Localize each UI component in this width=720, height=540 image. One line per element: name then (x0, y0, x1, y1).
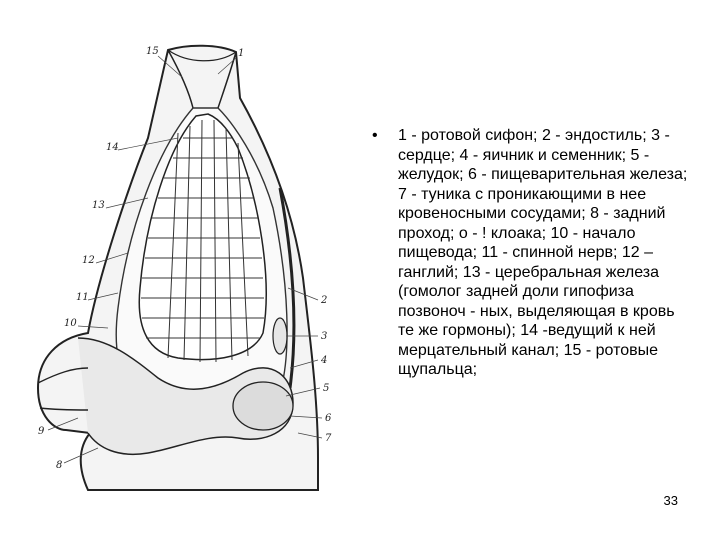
figure-label-1: 1 (238, 48, 245, 59)
page-number: 33 (663, 493, 678, 508)
anatomy-drawing (18, 38, 348, 498)
figure-label-14: 14 (106, 142, 119, 153)
figure-label-15: 15 (146, 46, 159, 57)
caption-bullet: • (372, 127, 378, 144)
caption-text: 1 - ротовой сифон; 2 - эндостиль; 3 - сердце; 4 - яичник и семенник; 5 - желудок; 6 - пищеварительная железа; 7 - туника с проникающими в нее кровеносными сосудами; 8 - задний проход; о - ! клоака; 10 - начало пищевода; 11 - спинной нерв; 12 – ганглий; 13 - церебральная железа (гомолог задней доли гипофиза позвоноч - ных, выделяющая в кровь те же гормоны); 14 -ведущий к ней мерцательный канал; 15 - ротовые щупальца; (398, 127, 688, 378)
figure-label-8: 8 (56, 460, 63, 471)
ascidian-anatomy-figure (18, 38, 348, 498)
figure-label-10: 10 (64, 318, 77, 329)
figure-label-5: 5 (323, 383, 330, 394)
figure-label-13: 13 (92, 200, 105, 211)
figure-caption (372, 126, 692, 380)
figure-label-2: 2 (321, 295, 328, 306)
figure-label-3: 3 (321, 331, 328, 342)
figure-label-12: 12 (82, 255, 95, 266)
figure-label-9: 9 (38, 426, 45, 437)
figure-label-4: 4 (321, 355, 328, 366)
figure-label-6: 6 (325, 413, 332, 424)
figure-label-11: 11 (76, 292, 89, 303)
figure-label-7: 7 (325, 433, 332, 444)
